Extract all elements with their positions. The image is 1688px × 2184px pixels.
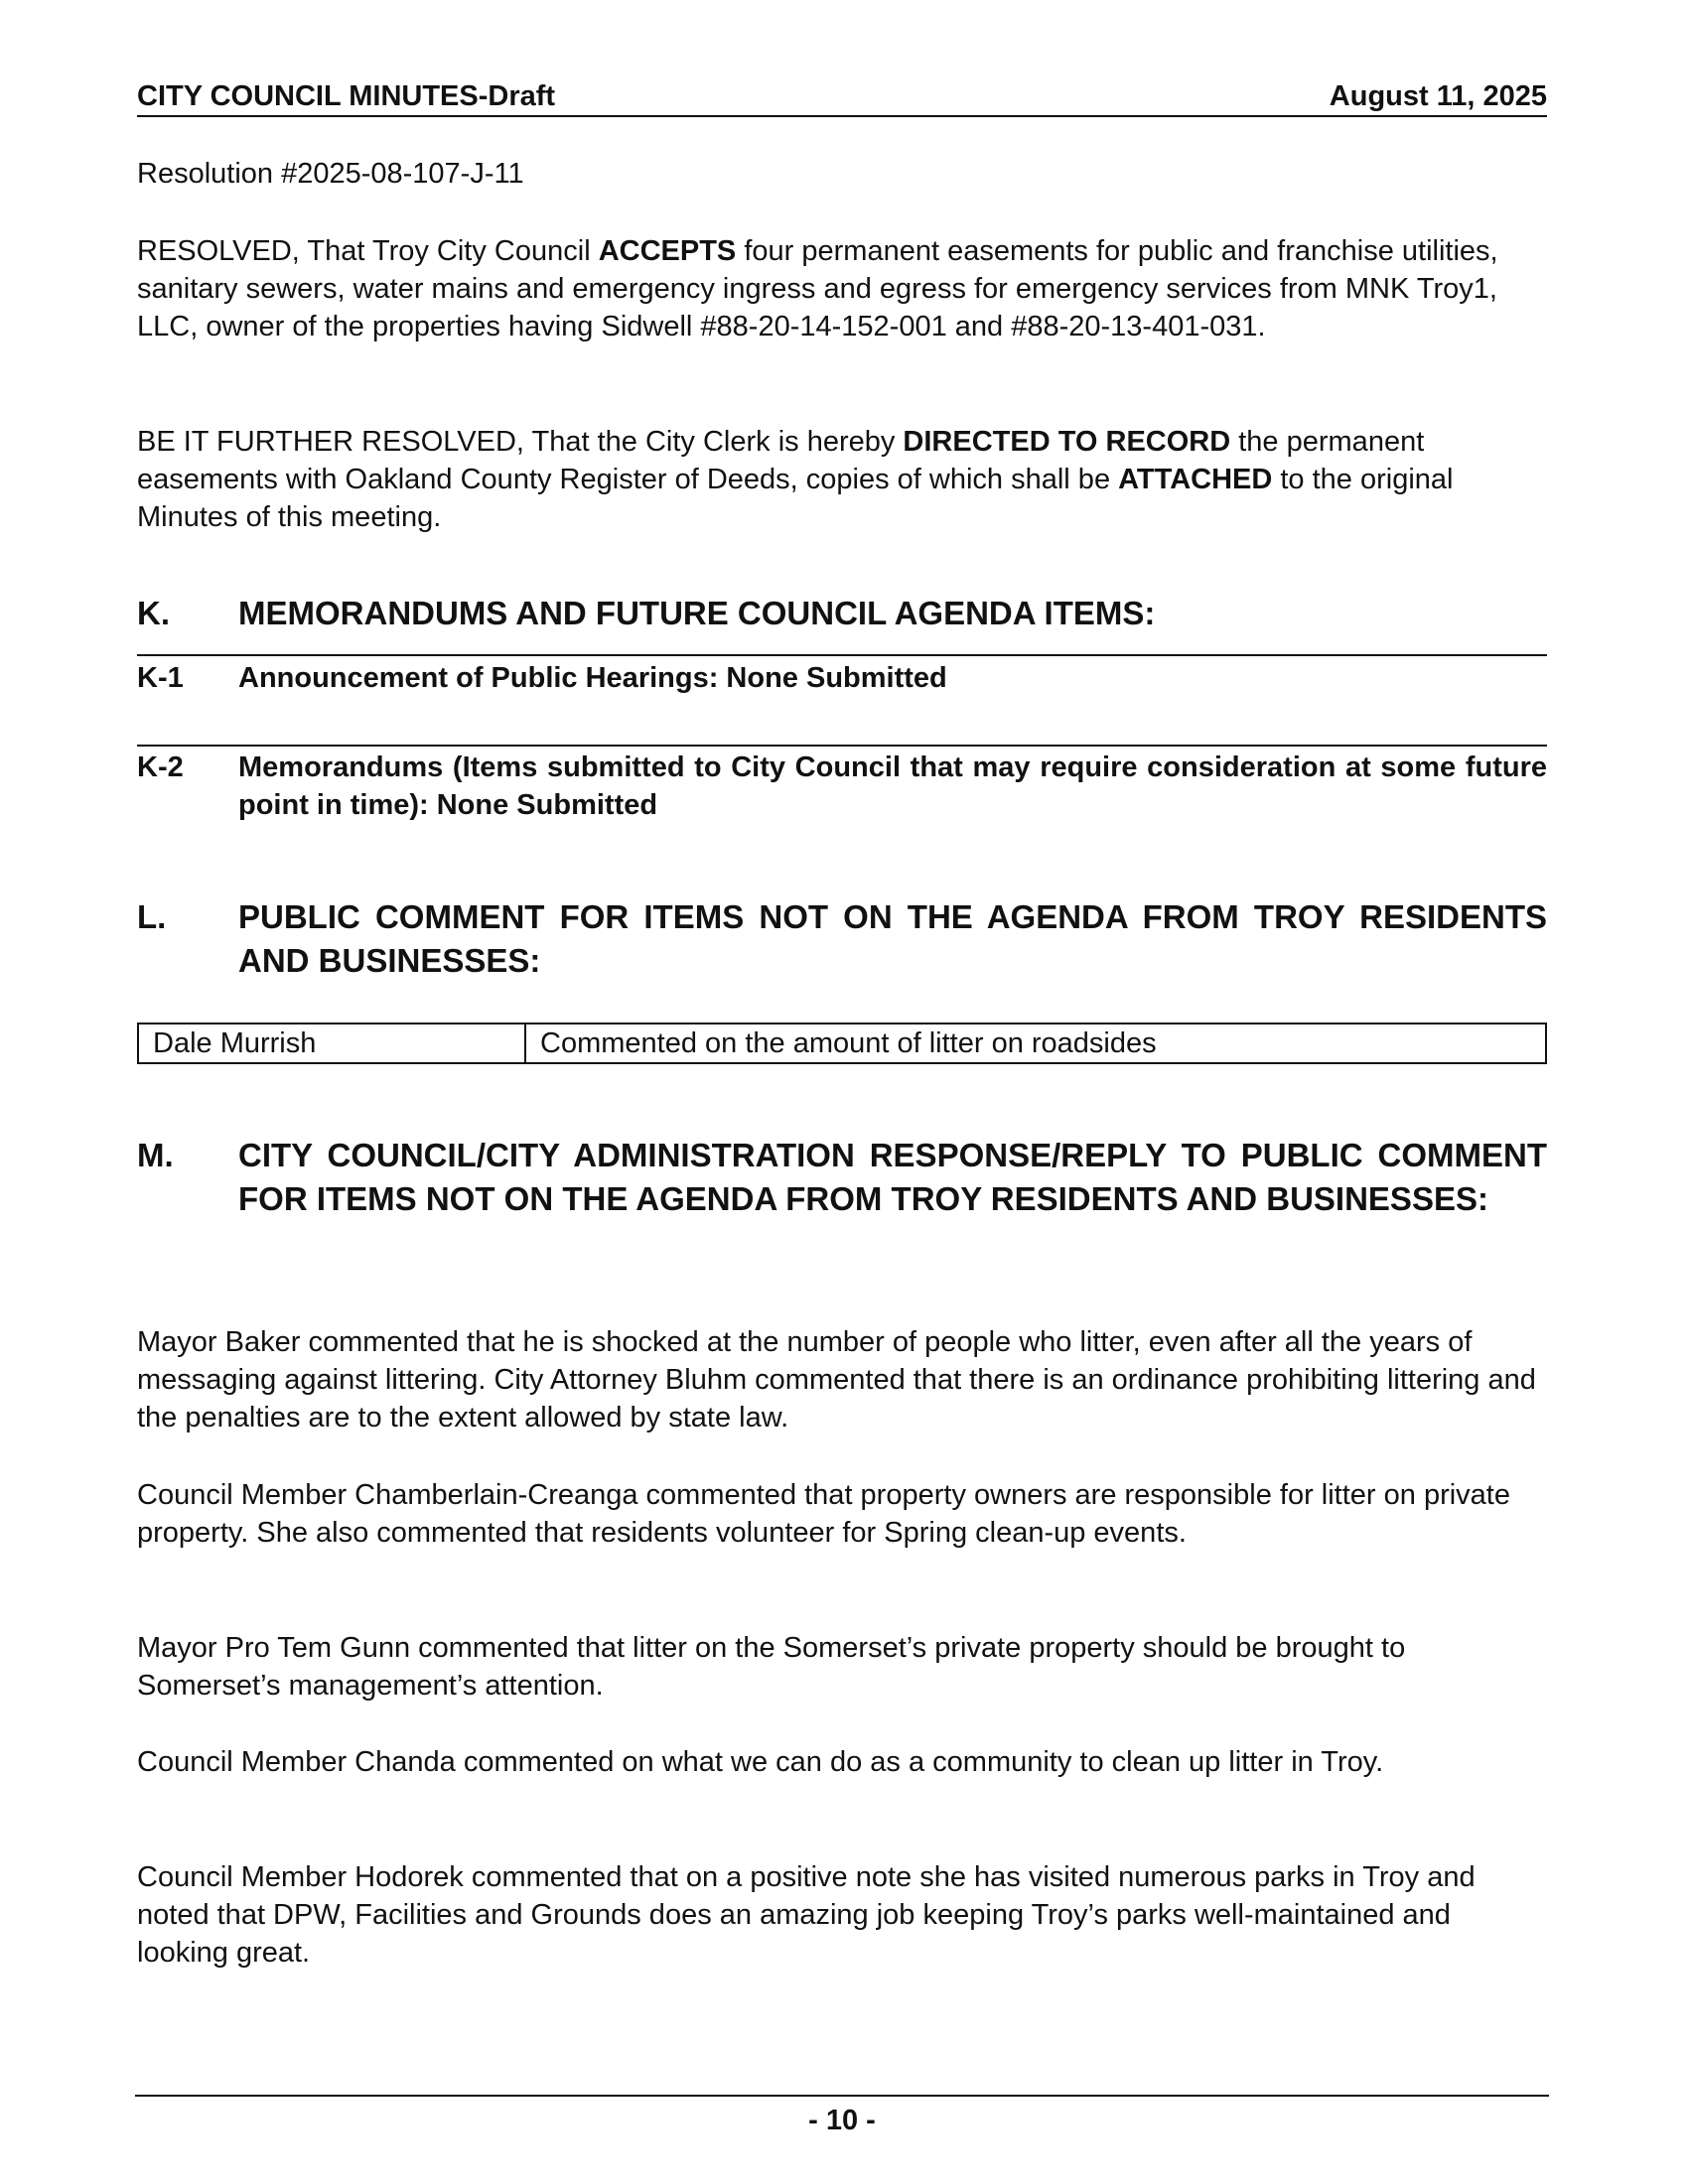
item-number: K-1 [137, 662, 184, 694]
section-letter: K. [137, 595, 170, 631]
divider [137, 745, 1547, 747]
section-letter: M. [137, 1137, 174, 1173]
page-number: - 10 - [808, 2105, 876, 2136]
public-comment-table [137, 1023, 1547, 1064]
response-paragraph: Mayor Pro Tem Gunn commented that litter on the Somerset’s private property should be brought to Somerset’s management’s attention. [137, 1632, 1406, 1702]
section-title: MEMORANDUMS AND FUTURE COUNCIL AGENDA ITEMS: [238, 595, 1156, 631]
divider [137, 654, 1547, 656]
header-title: CITY COUNCIL MINUTES-Draft [137, 80, 556, 112]
directed-to-record-keyword: DIRECTED TO RECORD [903, 426, 1231, 458]
header-date: August 11, 2025 [1329, 80, 1547, 112]
page-header [137, 79, 1547, 117]
resolution-paragraph-2: BE IT FURTHER RESOLVED, That the City Clerk is hereby DIRECTED TO RECORD the permanent easements with Oakland County Register of Deeds, copies of which shall be ATTACHED to the original Minutes of this meeting. [137, 426, 1454, 533]
section-letter: L. [137, 898, 167, 935]
item-number: K-2 [137, 751, 184, 783]
response-paragraph: Council Member Hodorek commented that on a positive note she has visited numerous parks in Troy and noted that DPW, Facilities and Grounds does an amazing job keeping Troy’s parks well-maintained and looking great. [137, 1861, 1476, 1969]
response-paragraph: Council Member Chamberlain-Creanga commented that property owners are responsible for litter on private property. She also commented that residents volunteer for Spring clean-up events. [137, 1479, 1510, 1549]
response-paragraph: Council Member Chanda commented on what we can do as a community to clean up litter in Troy. [137, 1746, 1384, 1778]
section-title: PUBLIC COMMENT FOR ITEMS NOT ON THE AGENDA FROM TROY RESIDENTS AND BUSINESSES: [238, 898, 1547, 979]
comment-text: Commented on the amount of litter on roadsides [525, 1024, 1546, 1063]
attached-keyword: ATTACHED [1118, 464, 1273, 495]
commenter-name: Dale Murrish [138, 1024, 525, 1063]
item-text: Announcement of Public Hearings: None Submitted [238, 662, 947, 694]
resolution-number: Resolution #2025-08-107-J-11 [137, 158, 524, 190]
table-row [138, 1024, 1546, 1063]
footer-rule [135, 2095, 1549, 2097]
item-text: Memorandums (Items submitted to City Council that may require consideration at some future point in time): None Submitted [238, 751, 1547, 821]
accepts-keyword: ACCEPTS [598, 235, 737, 267]
resolution-paragraph-1: RESOLVED, That Troy City Council ACCEPTS four permanent easements for public and franchise utilities, sanitary sewers, water mains and emergency ingress and egress for emergency services from MNK Troy1, LLC, owner of the properties having Sidwell #88-20-14-152-001 and #88-20-13-401-031. [137, 235, 1498, 342]
response-paragraph: Mayor Baker commented that he is shocked at the number of people who litter, even after all the years of messaging against littering. City Attorney Bluhm commented that there is an ordinance prohibiting littering and the penalties are to the extent allowed by state law. [137, 1326, 1536, 1433]
section-title: CITY COUNCIL/CITY ADMINISTRATION RESPONSE/REPLY TO PUBLIC COMMENT FOR ITEMS NOT ON THE AGENDA FROM TROY RESIDENTS AND BUSINESSES: [238, 1137, 1547, 1217]
